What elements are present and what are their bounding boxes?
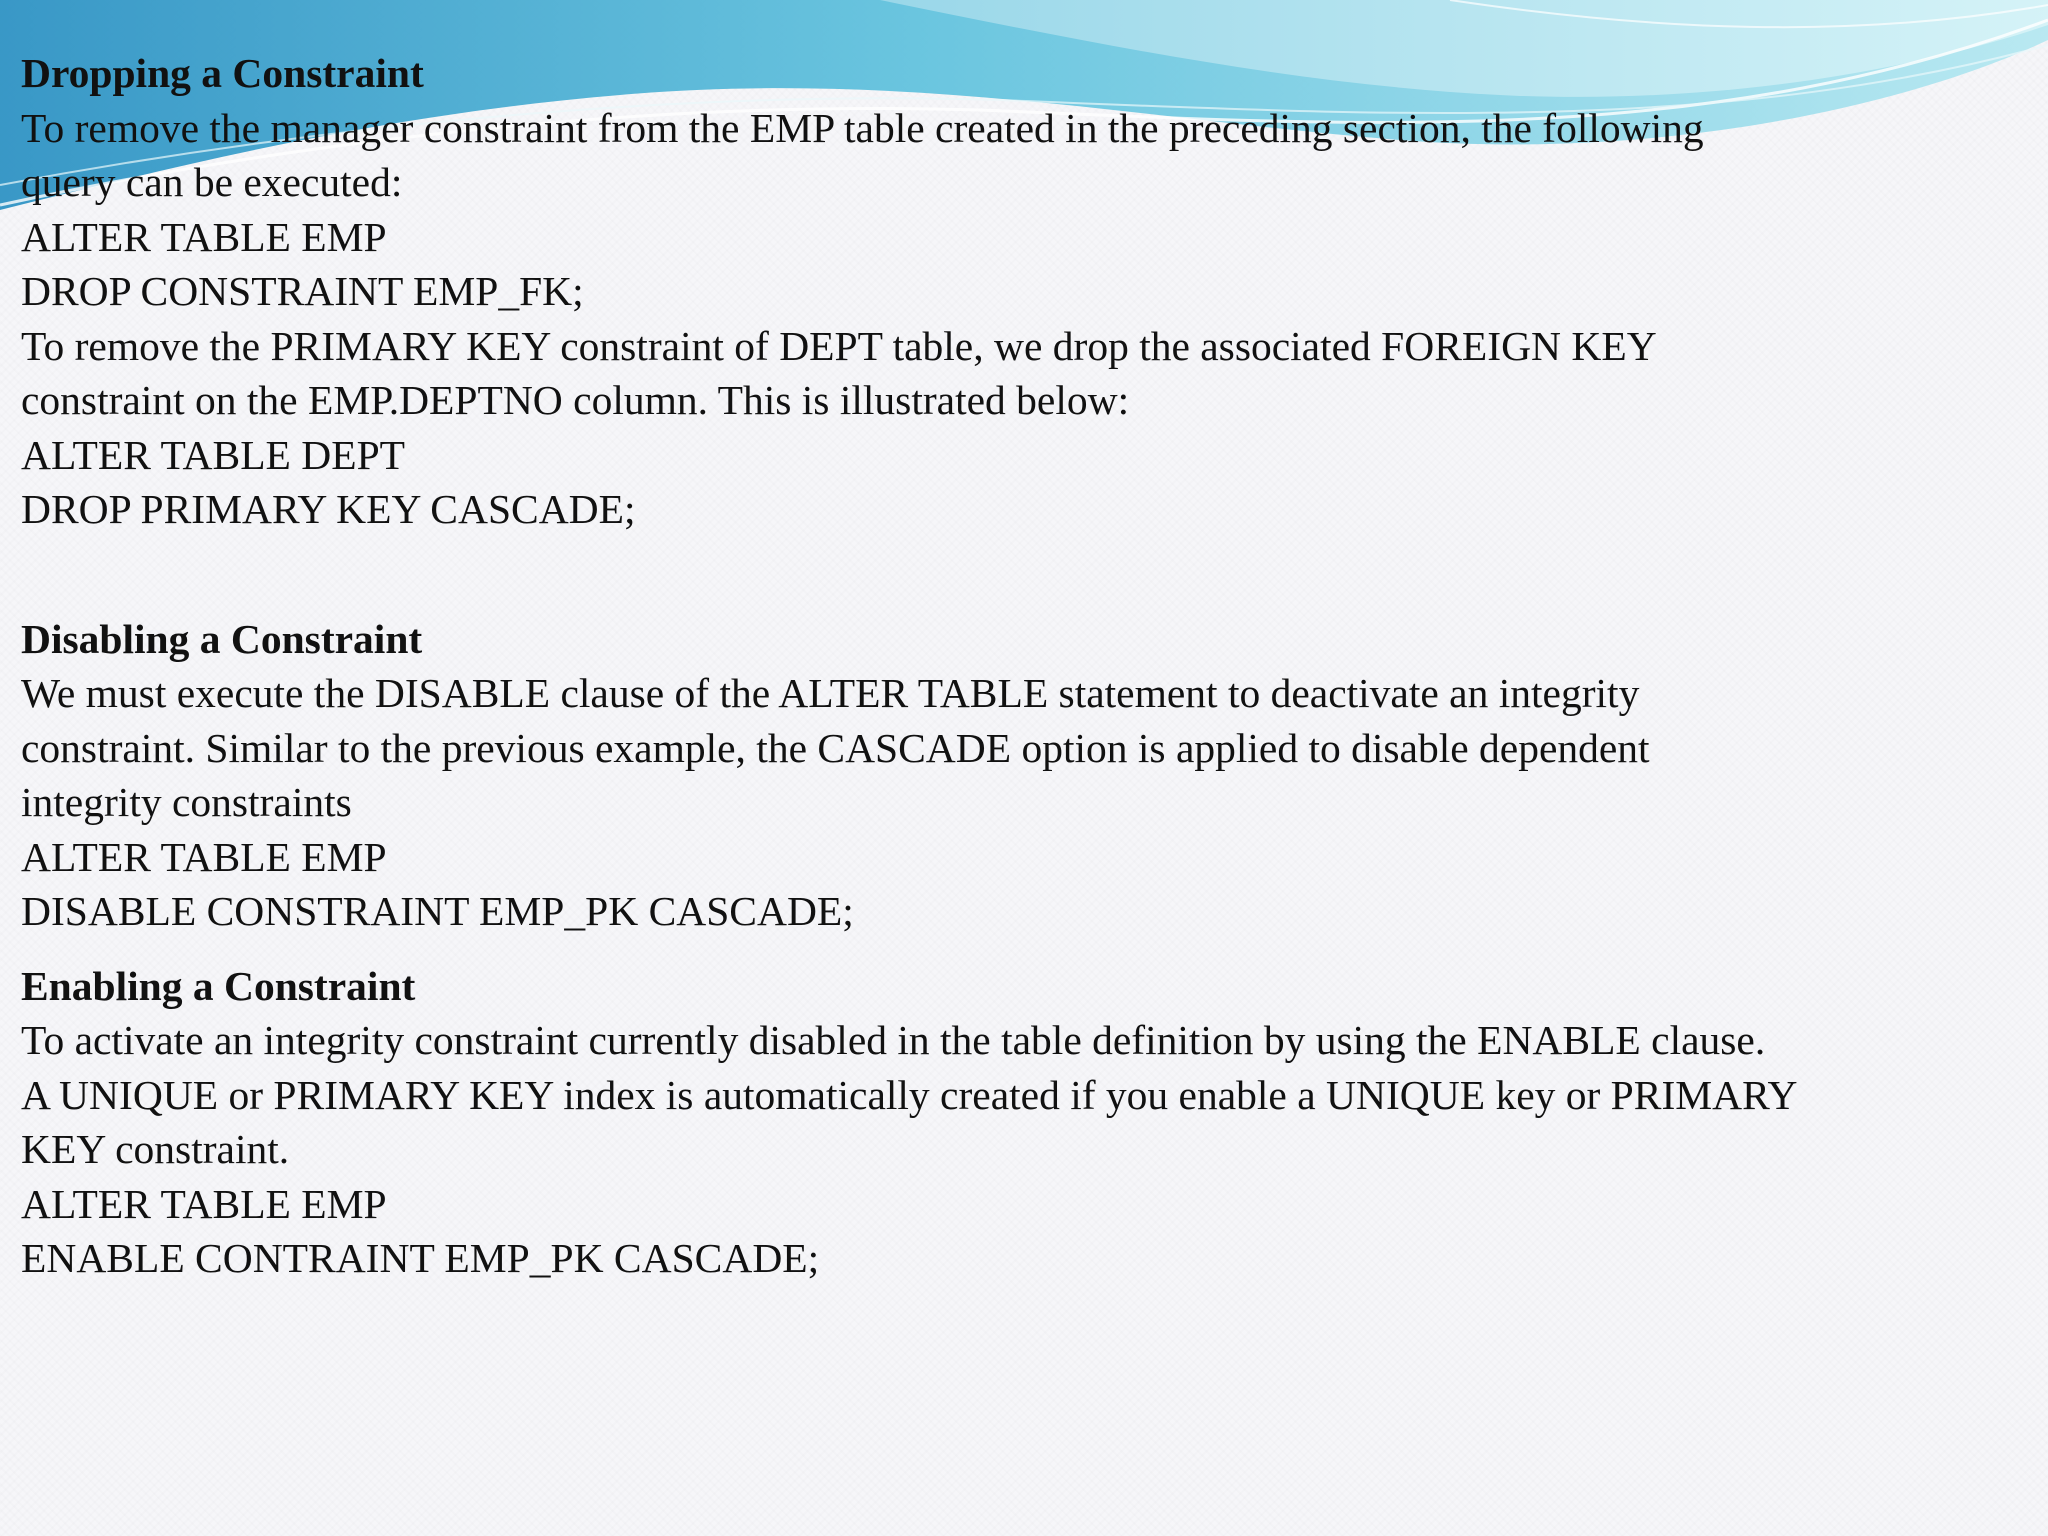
code-line: DROP PRIMARY KEY CASCADE; [21, 486, 636, 532]
body-line: constraint on the EMP.DEPTNO column. This is illustrated below: [21, 377, 1130, 423]
body-line: To remove the PRIMARY KEY constraint of DEPT table, we drop the associated FOREIGN KEY [21, 322, 1657, 369]
section-spacer [21, 537, 2011, 612]
code-line: ALTER TABLE EMP [21, 1180, 387, 1227]
code-line: ALTER TABLE EMP [21, 833, 387, 880]
body-line: To activate an integrity constraint currently disabled in the table definition by using the ENABLE clause. [21, 1017, 1766, 1063]
body-line: A UNIQUE or PRIMARY KEY index is automatically created if you enable a UNIQUE key or PRIMARY [21, 1071, 1798, 1118]
body-line: query can be executed: [21, 159, 403, 205]
section-enabling-constraint [21, 959, 2011, 1286]
section-dropping-constraint [21, 46, 2011, 537]
body-line: integrity constraints [21, 779, 352, 825]
code-line: ENABLE CONTRAINT EMP_PK CASCADE; [21, 1235, 820, 1281]
code-line: DROP CONSTRAINT EMP_FK; [21, 268, 584, 314]
section-heading: Dropping a Constraint [21, 50, 424, 96]
slide-content [21, 46, 2011, 1286]
body-line: constraint. Similar to the previous example, the CASCADE option is applied to disable dependent [21, 724, 1650, 771]
section-heading: Disabling a Constraint [21, 615, 423, 662]
code-line: DISABLE CONSTRAINT EMP_PK CASCADE; [21, 888, 854, 934]
section-disabling-constraint [21, 612, 2011, 939]
body-line: To remove the manager constraint from the EMP table created in the preceding section, the following [21, 104, 1704, 151]
code-line: ALTER TABLE DEPT [21, 431, 406, 478]
body-line: KEY constraint. [21, 1126, 290, 1172]
body-line: We must execute the DISABLE clause of the ALTER TABLE statement to deactivate an integrity [21, 670, 1640, 716]
code-line: ALTER TABLE EMP [21, 213, 387, 260]
section-spacer [21, 939, 2011, 959]
section-heading: Enabling a Constraint [21, 962, 416, 1009]
